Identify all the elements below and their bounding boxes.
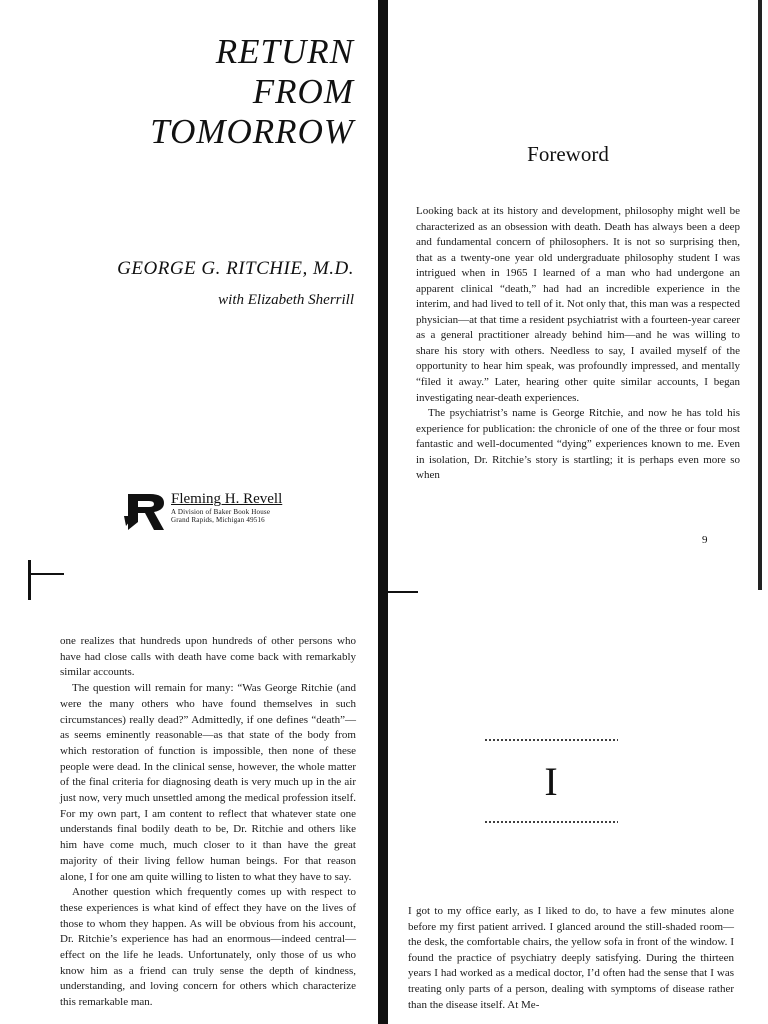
publisher-imprint <box>171 491 282 524</box>
title-line-1: RETURN <box>215 32 354 71</box>
book-spine-shadow <box>378 0 388 1024</box>
book-title <box>150 32 354 152</box>
foreword-continued-page <box>0 592 378 1024</box>
chapter-body <box>408 904 734 1013</box>
page-edge-shadow <box>758 0 762 590</box>
publisher-location: Grand Rapids, Michigan 49516 <box>171 516 265 524</box>
foreword-body <box>416 204 740 484</box>
foreword-continued-body <box>60 634 356 1011</box>
title-line-3: TOMORROW <box>150 112 354 151</box>
continued-paragraph-1: one realizes that hundreds upon hundreds of other persons who have had close calls with death have come back with remarkably similar accounts. <box>60 635 356 679</box>
foreword-heading: Foreword <box>527 142 609 166</box>
crop-mark-horizontal <box>28 573 64 575</box>
publisher-division: A Division of Baker Book House <box>171 508 271 516</box>
crop-mark-middle <box>378 591 418 593</box>
continued-paragraph-2: The question will remain for many: “Was George Ritchie (and were the many others who have found themselves in such circumstances) really dead?” Admittedly, if one defines “death”—as seems eminently reasonable—as that state of the body from which restoration of function is impossible, then none of these people were dead. In the clinical sense, however, the whole matter of the final criteria for diagnosing death is very much up in the air just now, very much unsettled among the medical profession itself. For my own part, I am content to reflect that whatever state one understands final bodily death to be, Dr. Ritchie and others like him have come much, much closer to it than have the great majority of their living fellow human beings. For that reason alone, I for one am quite willing to listen to what they have to say. <box>60 682 356 883</box>
page-number: 9 <box>702 534 708 546</box>
chapter-numeral: I <box>544 759 558 804</box>
continued-paragraph-3: Another question which frequently comes up with respect to these experiences is what kind of effect they have on the lives of those to whom they happen. As will be obvious from his account, Dr. Ritchie’s experience has had an enormous—indeed central—effect on the life he leads. Unfortunately, only those of us who know him as a friend can truly sense the depth of kindness, understanding, and loving concern for others which characterize this remarkable man. <box>60 886 356 1009</box>
author-name: GEORGE G. RITCHIE, M.D. <box>117 258 354 279</box>
foreword-page <box>388 0 768 590</box>
chapter-one-page <box>388 592 768 1024</box>
title-line-2: FROM <box>252 72 354 111</box>
chapter-ornament-bottom <box>484 820 618 824</box>
publisher-logo-icon <box>124 492 168 532</box>
foreword-paragraph-1: Looking back at its history and development, philosophy might well be characterized as an obsession with death. Death has always been a deep and fundamental concern of philosophers. It is not so surprising then, that as a twenty-one year old undergraduate philosophy student I was intrigued when in 1965 I learned of a man who had undergone an apparent clinical “death,” had had an incredible experience in the interim, and had lived to tell of it. Not only that, this man was a respected physician—at that time a resident psychiatrist with a fourteen-year career as a general practitioner already behind him—and he was willing to share his story with others. Needless to say, I availed myself of the opportunity to hear him speak, was profoundly impressed, and mentally “filed it away.” Later, hearing other quite similar accounts, I began investigating near-death experiences. <box>416 205 740 404</box>
crop-mark-vertical <box>28 560 31 600</box>
chapter-paragraph-1: I got to my office early, as I liked to do, to have a few minutes alone before my first patient arrived. I glanced around the still-shaded room—the desk, the comfortable chairs, the yellow sofa in front of the window. I found the practice of psychiatry deeply satisfying. During the thirteen years I had worked as a medical doctor, I’d often had the sense that I was treating only parts of a person, dealing with symptoms of disease rather than the disease itself. At Me- <box>408 905 734 1011</box>
chapter-ornament-top <box>484 738 618 742</box>
coauthor-name: with Elizabeth Sherrill <box>218 292 354 308</box>
title-page <box>0 0 378 590</box>
foreword-paragraph-2: The psychiatrist’s name is George Ritchie, and now he has told his experience for publication: the chronicle of one of the three or four most fantastic and well-documented “dying” experiences known to me. Even in isolation, Dr. Ritchie’s story is startling; it is perhaps even more so when <box>416 407 740 482</box>
publisher-name: Fleming H. Revell <box>171 491 283 507</box>
